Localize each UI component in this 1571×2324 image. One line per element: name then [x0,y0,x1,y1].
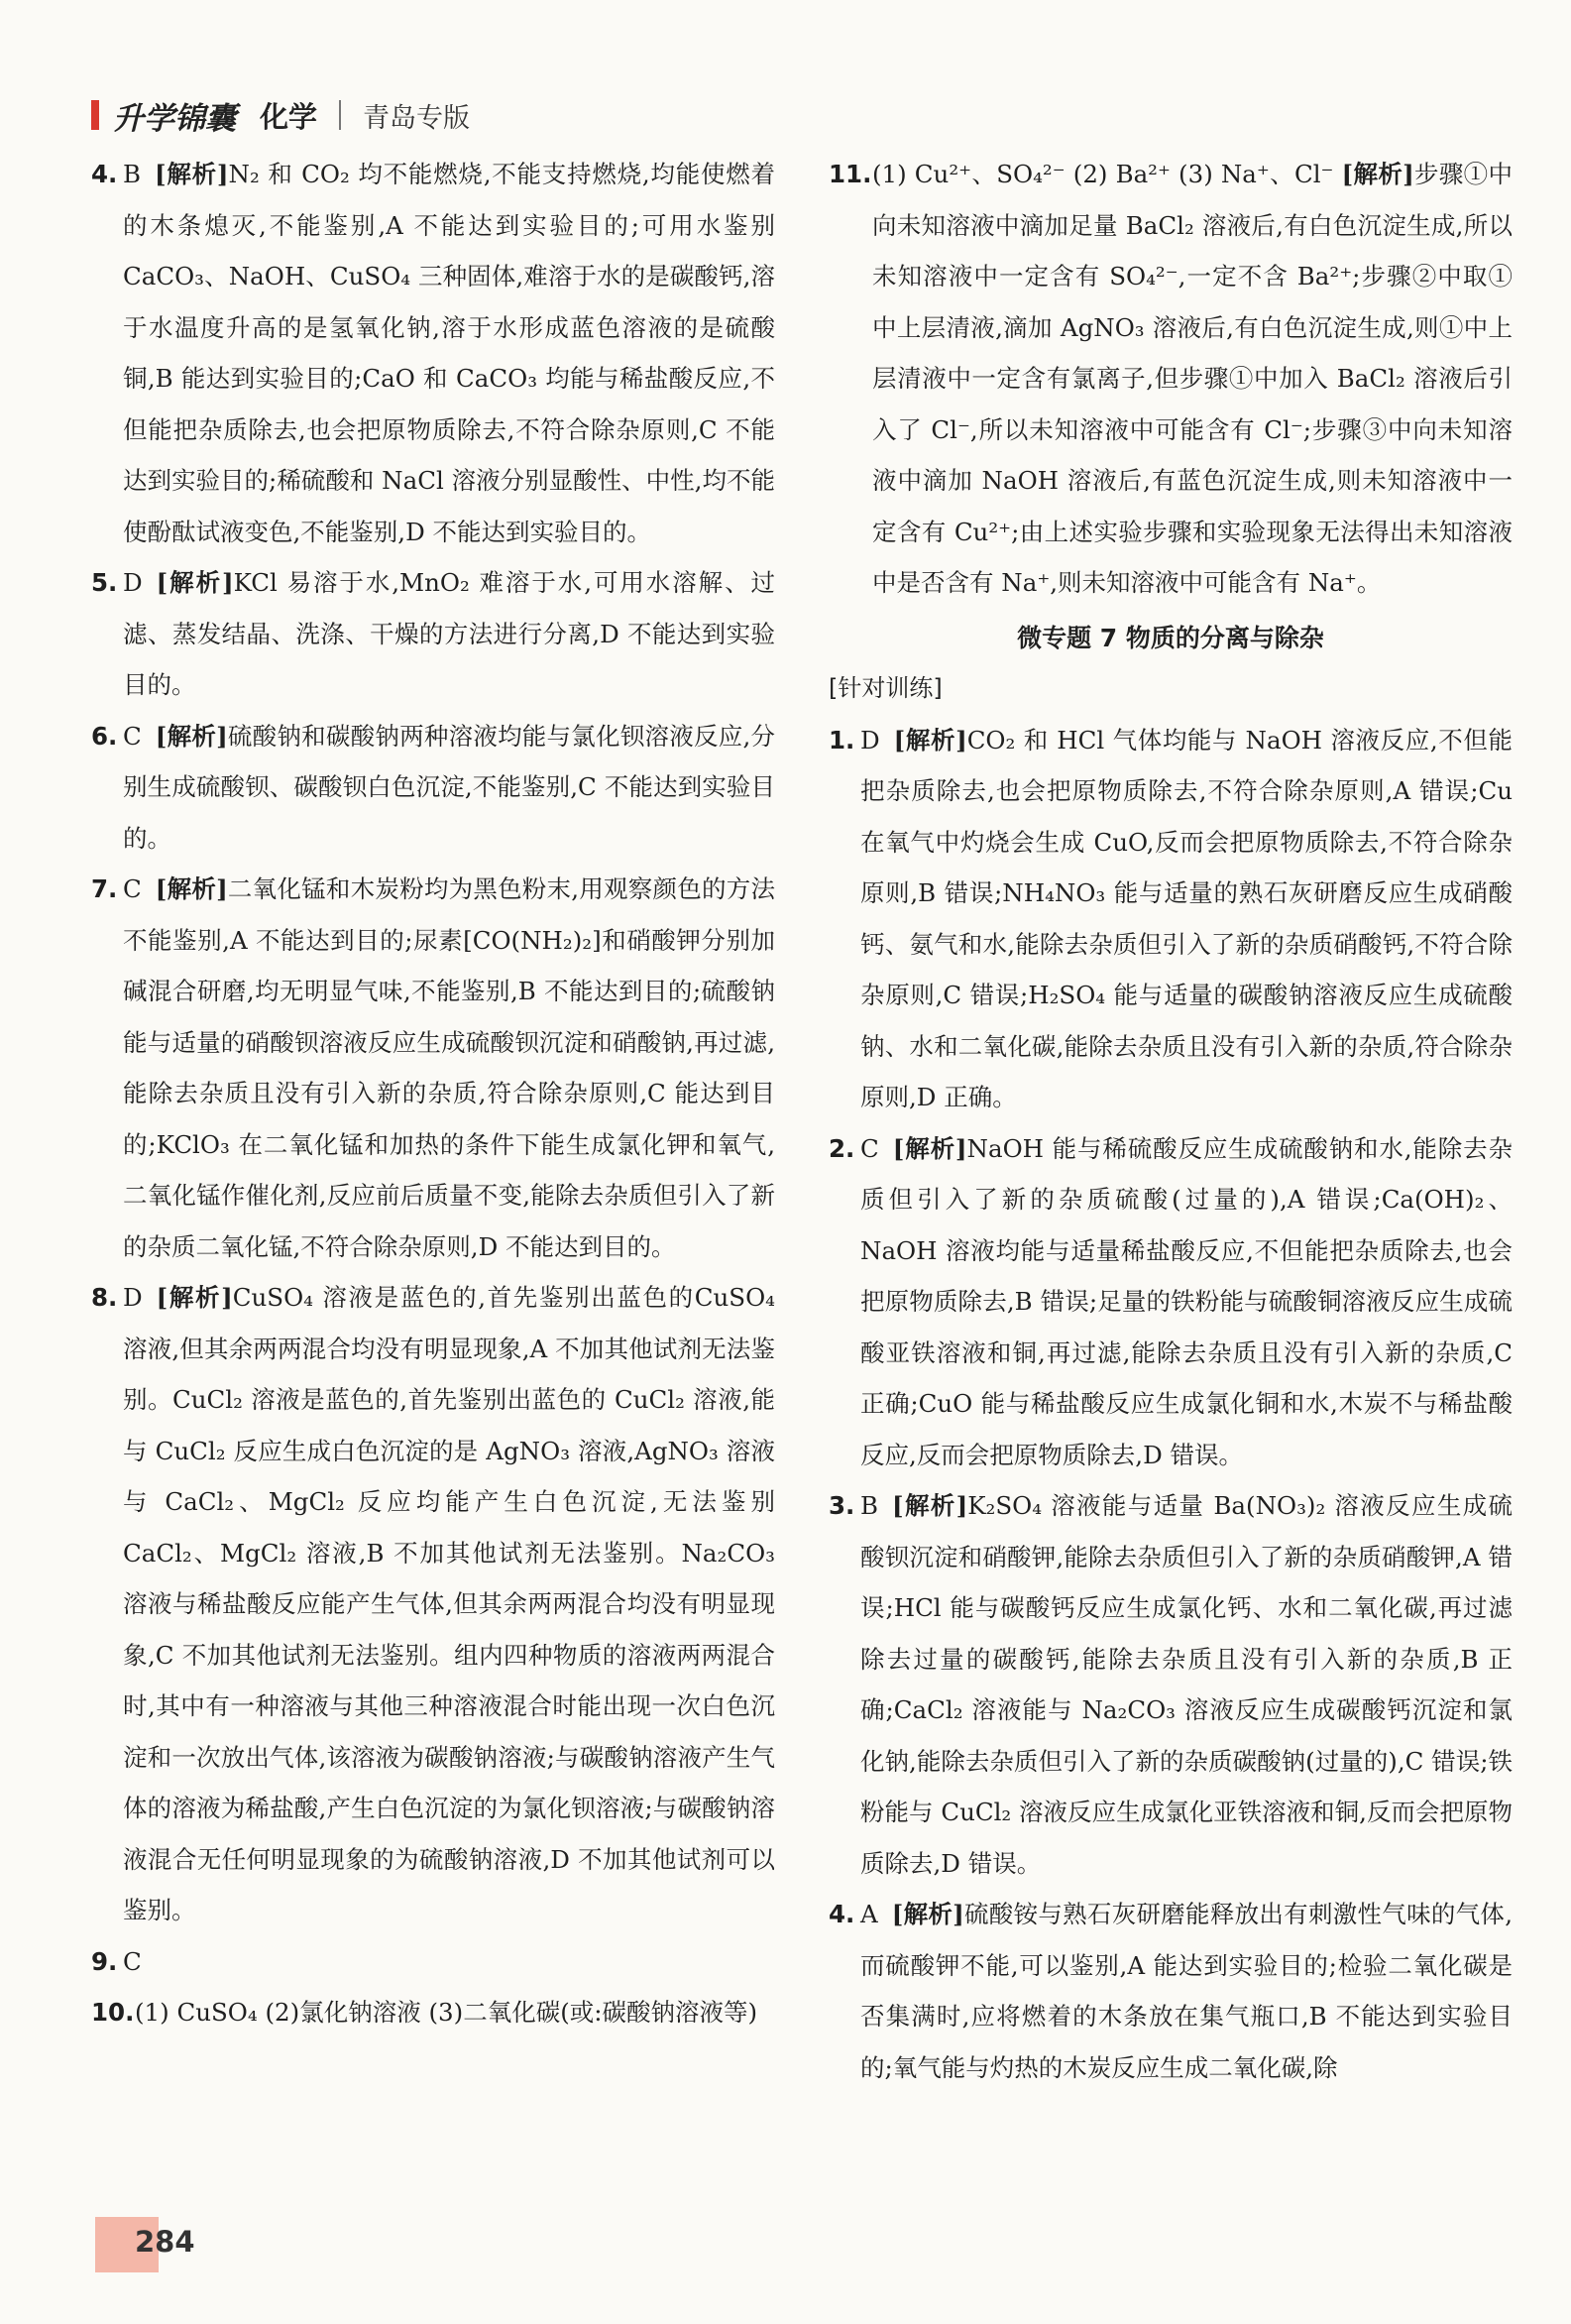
item-text: 硫酸钠和碳酸钠两种溶液均能与氯化钡溶液反应,分别生成硫酸钡、碳酸钡白色沉淀,不能鉴别,C 不能达到实验目的。 [123,721,776,853]
item-answer: C [123,874,142,903]
book-title: 升学锦囊 [113,100,236,137]
right-column [829,149,1513,2093]
item-lead: (1) Cu²⁺、SO₄²⁻ (2) Ba²⁺ (3) Na⁺、Cl⁻ [872,160,1334,188]
item-text: (1) CuSO₄ (2)氯化钠溶液 (3)二氧化碳(或:碳酸钠溶液等) [135,1998,758,2027]
answer-item [829,1123,1513,1481]
analysis-tag: [解析] [892,1491,968,1520]
item-text: KCl 易溶于水,MnO₂ 难溶于水,可用水溶解、过滤、蒸发结晶、洗涤、干燥的方法进行分离,D 不能达到实验目的。 [123,568,775,699]
answer-item [91,1272,775,1936]
page-number-badge [95,2217,195,2272]
item-number: 4. [829,1900,855,1928]
answer-item [829,149,1513,609]
answer-item [829,1889,1513,2093]
item-answer: D [123,568,143,597]
item-number: 11. [829,160,872,188]
analysis-tag: [解析] [155,160,229,188]
analysis-tag: [解析] [155,874,228,903]
analysis-tag: [解析] [893,725,967,755]
section-title: 微专题 7 物质的分离与除杂 [1017,623,1324,652]
answer-item [91,149,775,557]
item-number: 4. [91,160,118,188]
answer-item [91,1987,775,2038]
analysis-tag: [解析] [156,568,234,597]
answer-item [91,1936,775,1988]
item-answer: B [860,1491,879,1520]
item-text: N₂ 和 CO₂ 均不能燃烧,不能支持燃烧,均能使燃着的木条熄灭,不能鉴别,A 不能达到实验目的;可用水鉴别 CaCO₃、NaOH、CuSO₄ 三种固体,难溶于水的是碳酸钙,溶于水温度升高的是氢氧化钠,溶于水形成蓝色溶液的是硫酸铜,B 能达到实验目的;CaO 和 CaCO₃ 均能与稀盐酸反应,不但能把杂质除去,也会把原物质除去,不符合除杂原则,C 不能达到实验目的;稀硫酸和 NaCl 溶液分别显酸性、中性,均不能使酚酞试液变色,不能鉴别,D 不能达到实验目的。 [123,160,775,546]
item-number: 8. [91,1283,118,1312]
item-text: CO₂ 和 HCl 气体均能与 NaOH 溶液反应,不但能把杂质除去,也会把原物质除去,不符合除杂原则,A 错误;Cu 在氧气中灼烧会生成 CuO,反而会把原物质除去,不符合除杂原则,B 错误;NH₄NO₃ 能与适量的熟石灰研磨反应生成硝酸钙、氨气和水,能除去杂质但引入了新的杂质硝酸钙,不符合除杂原则,C 错误;H₂SO₄ 能与适量的碳酸钠溶液反应生成硫酸钠、水和二氧化碳,能除去杂质且没有引入新的杂质,符合除杂原则,D 正确。 [860,725,1514,1111]
item-text: K₂SO₄ 溶液能与适量 Ba(NO₃)₂ 溶液反应生成硫酸钡沉淀和硝酸钾,能除去杂质但引入了新的杂质硝酸钾,A 错误;HCl 能与碳酸钙反应生成氯化钙、水和二氧化碳,再过滤除去过量的碳酸钙,能除去杂质且没有引入新的杂质,B 正确;CaCl₂ 溶液能与 Na₂CO₃ 溶液反应生成碳酸钙沉淀和氯化钠,能除去杂质但引入了新的杂质碳酸钠(过量的),C 错误;铁粉能与 CuCl₂ 溶液反应生成氯化亚铁溶液和铜,反而会把原物质除去,D 错误。 [860,1491,1514,1878]
item-answer: D [123,1283,143,1312]
answer-item [91,711,775,865]
item-answer: C [123,1946,142,1976]
item-text: 二氧化锰和木炭粉均为黑色粉末,用观察颜色的方法不能鉴别,A 不能达到目的;尿素[CO(NH₂)₂]和硝酸钾分别加碱混合研磨,均无明显气味,不能鉴别,B 不能达到目的;硫酸钠能与适量的硝酸钡溶液反应生成硫酸钡沉淀和硝酸钠,再过滤,能除去杂质且没有引入新的杂质,符合除杂原则,C 能达到目的;KClO₃ 在二氧化锰和加热的条件下能生成氯化钾和氧气,二氧化锰作催化剂,反应前后质量不变,能除去杂质但引入了新的杂质二氧化锰,不符合除杂原则,D 不能达到目的。 [123,874,775,1261]
page-number: 284 [135,2225,195,2259]
item-number: 1. [829,725,855,755]
analysis-tag: [解析] [891,1900,964,1928]
left-column [91,149,775,2038]
answer-item [829,715,1513,1123]
item-text: 硫酸铵与熟石灰研磨能释放出有刺激性气味的气体,而硫酸钾不能,可以鉴别,A 能达到实验目的;检验二氧化碳是否集满时,应将燃着的木条放在集气瓶口,B 不能达到实验目的;氧气能与灼热的木炭反应生成二氧化碳,除 [860,1900,1513,2082]
analysis-tag: [解析] [1341,160,1414,188]
analysis-tag: [解析] [156,1283,233,1312]
item-number: 10. [91,1998,135,2027]
training-label: [针对训练] [829,674,943,702]
item-answer: C [123,721,142,751]
item-number: 6. [91,721,118,751]
subject-label: 化学 [260,99,318,134]
item-answer: A [860,1900,878,1928]
answer-item [91,864,775,1272]
page-header [91,95,470,135]
item-text: 步骤①中向未知溶液中滴加足量 BaCl₂ 溶液后,有白色沉淀生成,所以未知溶液中一定含有 SO₄²⁻,一定不含 Ba²⁺;步骤②中取①中上层清液,滴加 AgNO₃ 溶液后,有白色沉淀生成,则①中上层清液中一定含有氯离子,但步骤①中加入 BaCl₂ 溶液后引入了 Cl⁻,所以未知溶液中可能含有 Cl⁻;步骤③中向未知溶液中滴加 NaOH 溶液后,有蓝色沉淀生成,则未知溶液中一定含有 Cu²⁺;由上述实验步骤和实验现象无法得出未知溶液中是否含有 Na⁺,则未知溶液中可能含有 Na⁺。 [872,160,1513,597]
analysis-tag: [解析] [155,721,228,751]
header-divider [339,100,341,130]
item-number: 9. [91,1946,118,1976]
item-answer: D [860,725,880,755]
answer-item [829,1480,1513,1889]
answer-item [91,557,775,711]
item-number: 3. [829,1491,855,1520]
item-number: 2. [829,1133,855,1163]
item-answer: C [860,1133,879,1163]
item-number: 7. [91,874,118,903]
edition-label: 青岛专版 [363,102,471,134]
item-answer: B [123,160,142,188]
item-text: CuSO₄ 溶液是蓝色的,首先鉴别出蓝色的CuSO₄ 溶液,但其余两两混合均没有明显现象,A 不加其他试剂无法鉴别。CuCl₂ 溶液是蓝色的,首先鉴别出蓝色的 CuCl₂ 溶液,能与 CuCl₂ 反应生成白色沉淀的是 AgNO₃ 溶液,AgNO₃ 溶液与 CaCl₂、MgCl₂ 反应均能产生白色沉淀,无法鉴别 CaCl₂、MgCl₂ 溶液,B 不加其他试剂无法鉴别。Na₂CO₃ 溶液与稀盐酸反应能产生气体,但其余两两混合均没有明显现象,C 不加其他试剂无法鉴别。组内四种物质的溶液两两混合时,其中有一种溶液与其他三种溶液混合时能出现一次白色沉淀和一次放出气体,该溶液为碳酸钠溶液;与碳酸钠溶液产生气体的溶液为稀盐酸,产生白色沉淀的为氯化钡溶液;与碳酸钠溶液混合无任何明显现象的为硫酸钠溶液,D 不加其他试剂可以鉴别。 [123,1283,775,1924]
header-accent-bar [91,100,99,130]
item-text: NaOH 能与稀硫酸反应生成硫酸钠和水,能除去杂质但引入了新的杂质硫酸(过量的),A 错误;Ca(OH)₂、NaOH 溶液均能与适量稀盐酸反应,不但能把杂质除去,也会把原物质除去,B 错误;足量的铁粉能与硫酸铜溶液反应生成硫酸亚铁溶液和铜,再过滤,能除去杂质且没有引入新的杂质,C 正确;CuO 能与稀盐酸反应生成氯化铜和水,木炭不与稀盐酸反应,反而会把原物质除去,D 错误。 [860,1133,1513,1469]
item-number: 5. [91,568,118,597]
analysis-tag: [解析] [892,1133,967,1163]
